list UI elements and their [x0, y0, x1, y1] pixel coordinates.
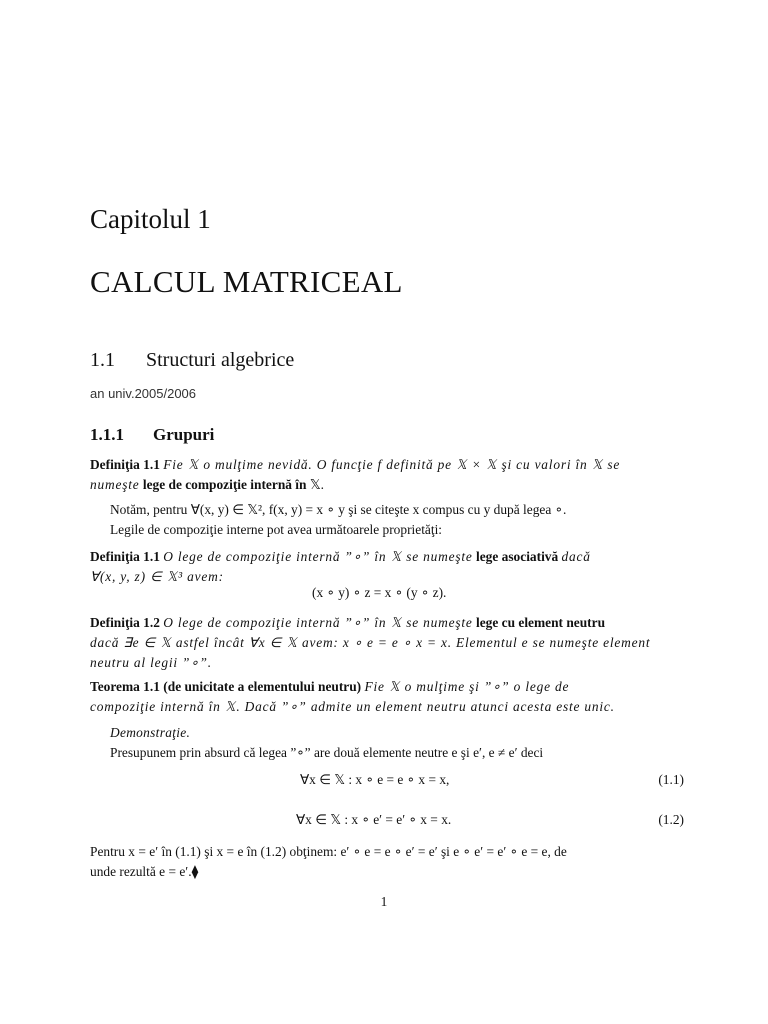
def1-text-pre: numeşte	[90, 477, 140, 492]
def2-line2: ∀(x, y, z) ∈ 𝕏³ avem:	[90, 569, 224, 584]
def2-text-pre: O lege de compoziţie internă ”∘” în 𝕏 se numeşte	[163, 549, 473, 564]
notation-line1: Notăm, pentru ∀(x, y) ∈ 𝕏², f(x, y) = x ∘ y şi se citeşte x compus cu y după legea ∘.	[110, 502, 567, 517]
theorem-line1	[90, 677, 686, 697]
page-number: 1	[380, 894, 388, 909]
theorem-label: Teorema 1.1	[90, 679, 160, 694]
def2-term: lege asociativă	[476, 549, 559, 564]
theorem-text-post: Fie 𝕏 o mulţime şi ”∘” o lege de	[364, 679, 570, 694]
def1-line2	[90, 475, 686, 495]
chapter-title: CALCUL MATRICEAL	[90, 264, 403, 299]
def3-line1	[90, 613, 686, 633]
def2-text-post: dacă	[561, 549, 591, 564]
def1-term: lege de compoziţie internă în	[142, 477, 307, 492]
proof-line3: unde rezultă e = e′.	[90, 864, 192, 879]
chapter-label: Capitolul 1	[90, 204, 211, 234]
section-number: 1.1	[90, 349, 115, 371]
academic-year-note: an univ.2005/2006	[90, 386, 197, 401]
equation-1-2-number: (1.2)	[658, 812, 684, 827]
definition-composition-law	[90, 455, 686, 495]
section-title: Structuri algebrice	[146, 349, 295, 371]
proof-conclusion	[90, 842, 686, 882]
equation-1-1: ∀x ∈ 𝕏 : x ∘ e = e ∘ x = x,	[300, 772, 450, 787]
definition-neutral-element	[90, 613, 686, 673]
notation-paragraph	[110, 500, 686, 540]
def3-line2: dacă ∃e ∈ 𝕏 astfel încât ∀x ∈ 𝕏 avem: x ∘ e = e ∘ x = x. Elementul e se numeşte element	[90, 635, 651, 650]
associativity-equation: (x ∘ y) ∘ z = x ∘ (y ∘ z).	[312, 585, 447, 600]
def2-line1	[90, 547, 686, 567]
def3-text-pre: O lege de compoziţie internă ”∘” în 𝕏 se numeşte	[163, 615, 473, 630]
theorem-name: (de unicitate a elementului neutru)	[163, 679, 362, 694]
proof-line1: Presupunem prin absurd că legea ”∘” are două elemente neutre e şi e′, e ≠ e′ deci	[110, 745, 544, 760]
proof-label: Demonstraţie.	[110, 725, 191, 740]
def1-line1	[90, 455, 686, 475]
def1-text: Fie 𝕏 o mulţime nevidă. O funcţie f definită pe 𝕏 × 𝕏 şi cu valori în 𝕏 se	[163, 457, 621, 472]
def1-text-post: 𝕏.	[309, 477, 324, 492]
notation-line2: Legile de compoziţie interne pot avea următoarele proprietăţi:	[110, 522, 443, 537]
def3-label: Definiţia 1.2	[90, 615, 160, 630]
def3-term: lege cu element neutru	[476, 615, 606, 630]
definition-associative	[90, 547, 686, 587]
theorem-uniqueness	[90, 677, 686, 717]
proof-line3-row	[90, 862, 686, 882]
subsection-title: Grupuri	[153, 425, 215, 444]
def3-line3: neutru al legii ”∘”.	[90, 655, 212, 670]
subsection-number: 1.1.1	[90, 425, 124, 444]
equation-1-2: ∀x ∈ 𝕏 : x ∘ e′ = e′ ∘ x = x.	[296, 812, 452, 827]
def2-label: Definiţia 1.1	[90, 549, 160, 564]
qed-diamond-icon: ⧫	[191, 864, 199, 879]
theorem-line2: compoziţie internă în 𝕏. Dacă ”∘” admite un element neutru atunci acesta este unic.	[90, 699, 615, 714]
proof-paragraph	[110, 723, 686, 763]
proof-line2: Pentru x = e′ în (1.1) şi x = e în (1.2) obţinem: e′ ∘ e = e ∘ e′ = e′ şi e ∘ e′ = e′ ∘ e = e, de	[90, 844, 567, 859]
equation-1-1-number: (1.1)	[658, 772, 684, 787]
def1-label: Definiţia 1.1	[90, 457, 160, 472]
